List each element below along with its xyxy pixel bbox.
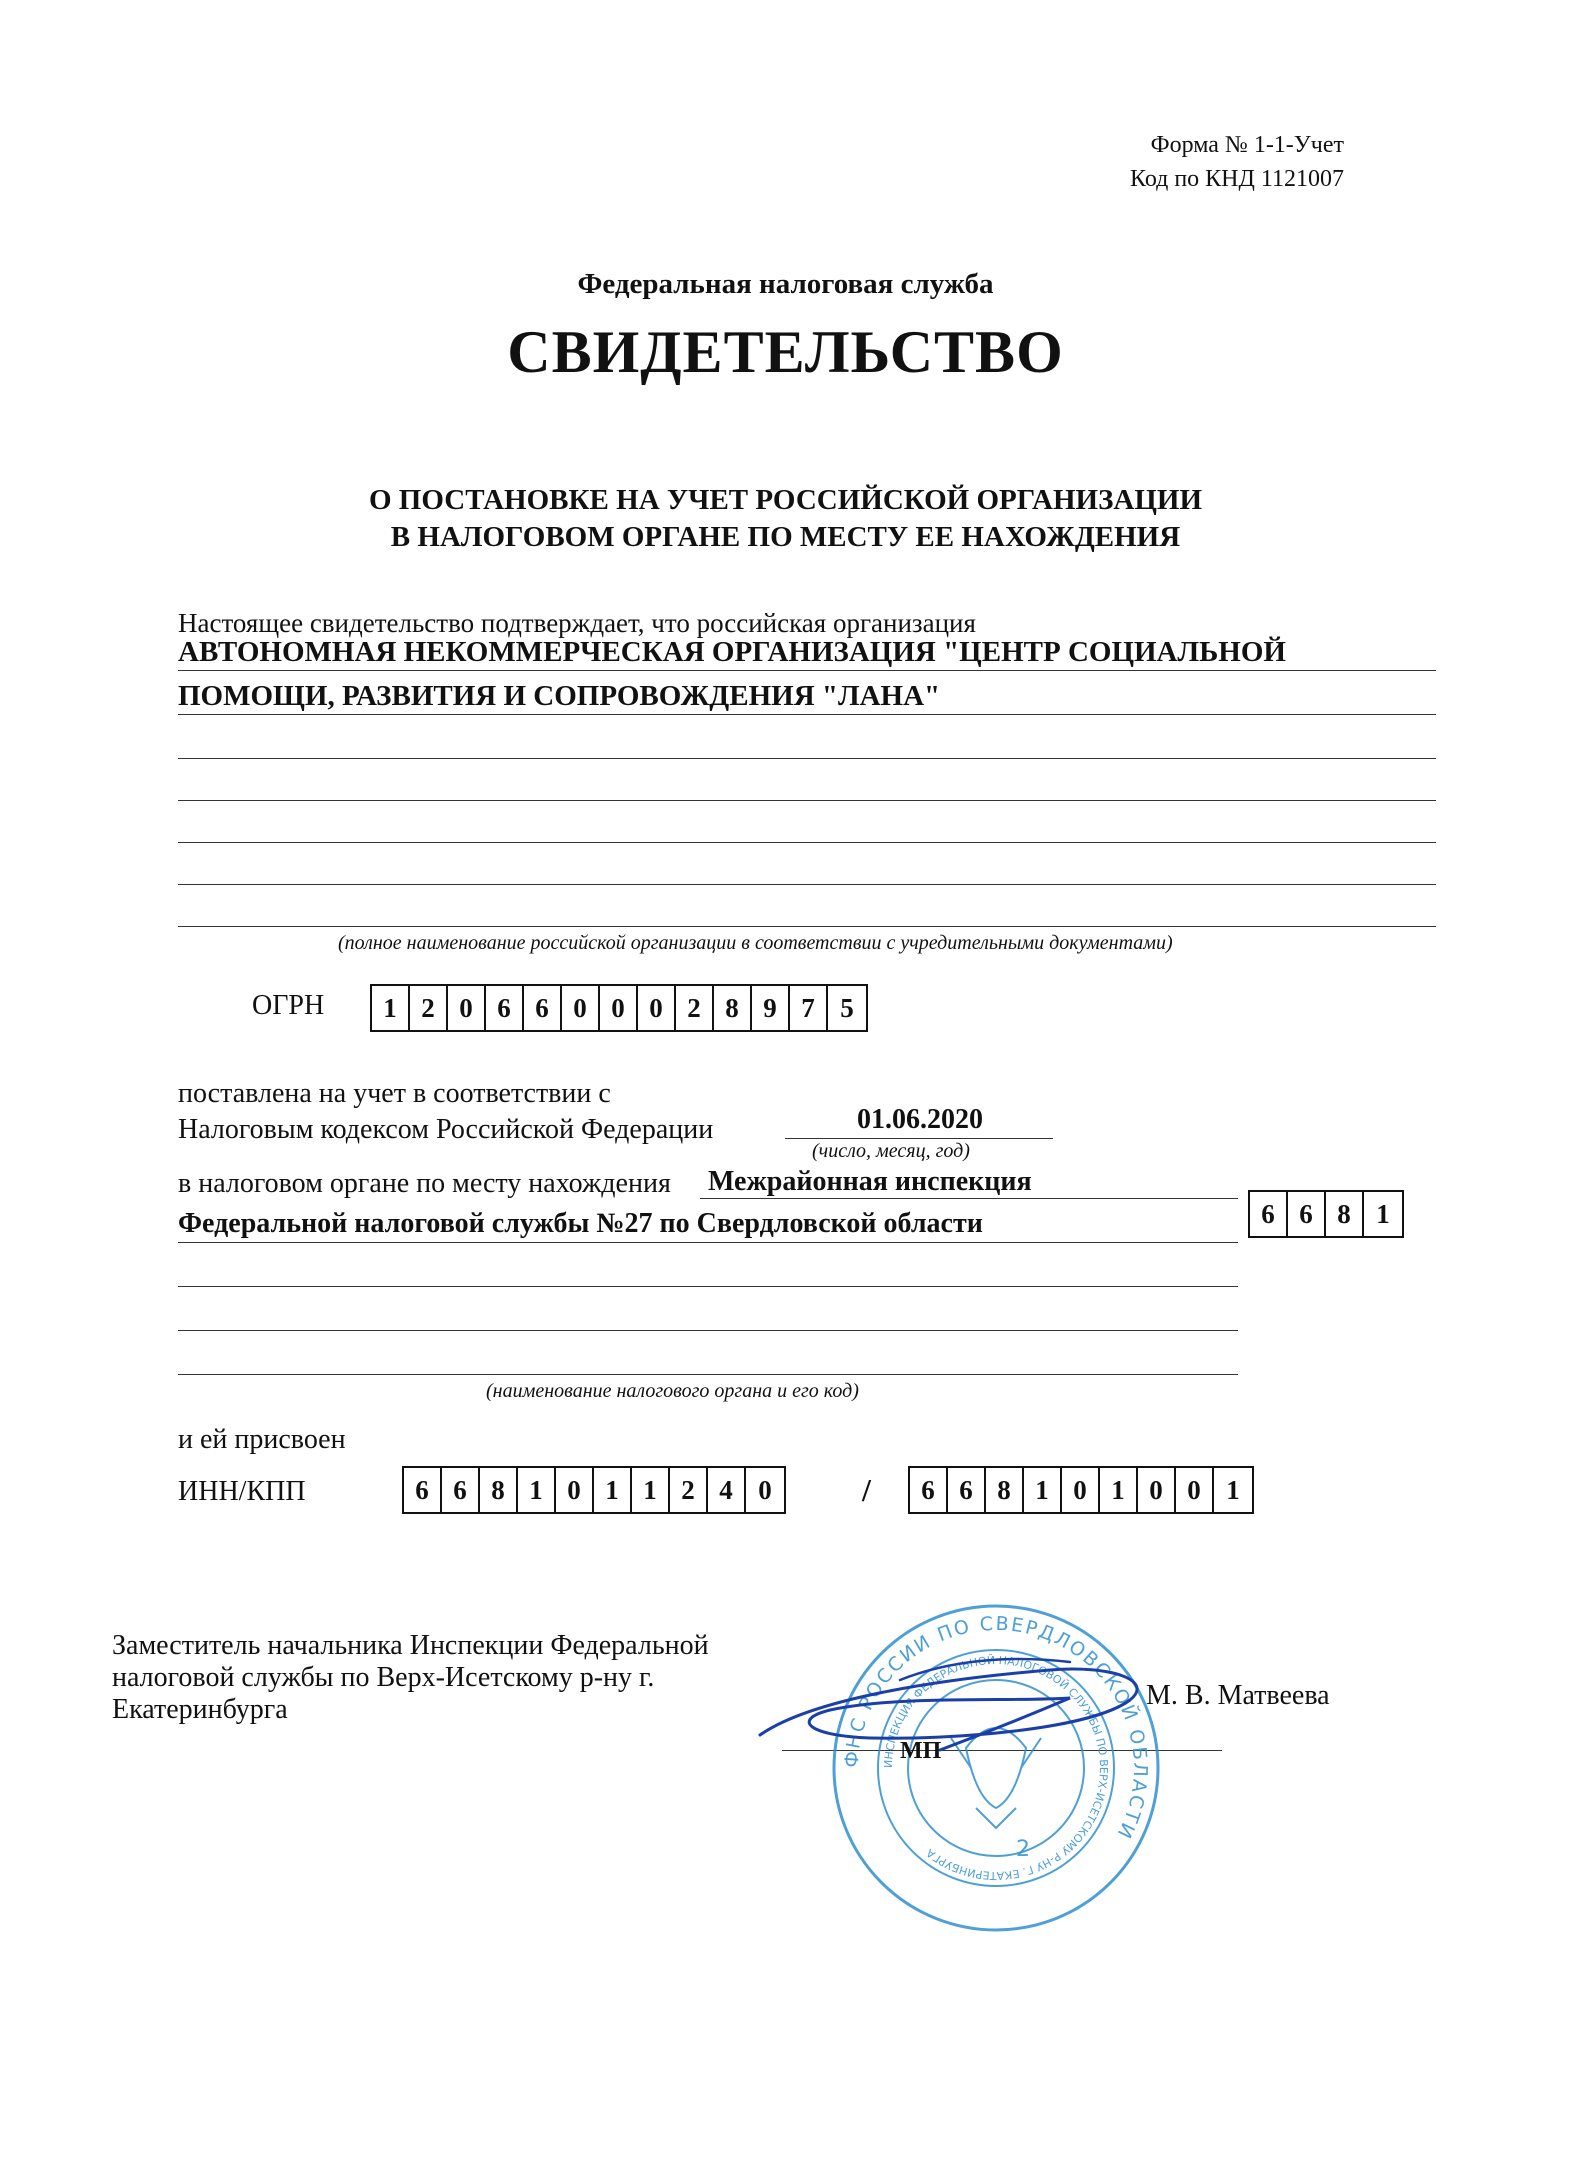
- ogrn-digit-cell: 2: [410, 986, 448, 1030]
- inn-digit-cell: 6: [442, 1468, 480, 1512]
- inn-digit-cell: 1: [632, 1468, 670, 1512]
- inn-digit-cell: 2: [670, 1468, 708, 1512]
- ogrn-digit-cell: 0: [600, 986, 638, 1030]
- organization-name-line-1: АВТОНОМНАЯ НЕКОММЕРЧЕСКАЯ ОРГАНИЗАЦИЯ "ЦЕНТР СОЦИАЛЬНОЙ: [178, 636, 1286, 668]
- document-title: СВИДЕТЕЛЬСТВО: [507, 319, 1064, 385]
- ogrn-cells: [370, 984, 868, 1032]
- organization-rule-4: [178, 800, 1436, 801]
- stamp-center-number: 2: [1016, 1837, 1030, 1862]
- form-code-block: [1130, 128, 1344, 196]
- ogrn-digit-cell: 8: [714, 986, 752, 1030]
- kpp-digit-cell: 0: [1138, 1468, 1176, 1512]
- tax-authority-rule-4: [178, 1330, 1238, 1331]
- organization-rule-6: [178, 884, 1436, 885]
- agency-name: Федеральная налоговая служба: [577, 268, 994, 300]
- handwritten-signature: [750, 1640, 1170, 1780]
- tax-authority-name-line-1: Межрайонная инспекция: [708, 1166, 1032, 1197]
- tax-authority-code-digit-cell: 6: [1250, 1192, 1288, 1236]
- ogrn-digit-cell: 9: [752, 986, 790, 1030]
- organization-rule-2: [178, 714, 1436, 715]
- tax-authority-code-digit-cell: 1: [1376, 1198, 1390, 1229]
- tax-authority-code-digit-cell: 6: [1288, 1192, 1326, 1236]
- signatory-position-line-3: Екатеринбурга: [112, 1694, 288, 1725]
- inn-cells: [402, 1466, 786, 1514]
- organization-rule-5: [178, 842, 1436, 843]
- intro-text: Настоящее свидетельство подтверждает, что российская организация: [178, 608, 976, 638]
- document-subtitle: [0, 482, 1571, 556]
- inn-digit-cell: 4: [708, 1468, 746, 1512]
- inn-digit-cell: 8: [480, 1468, 518, 1512]
- stamp-outer-text: ФНС РОССИИ ПО СВЕРДЛОВСКОЙ ОБЛАСТИ: [840, 1612, 1152, 1844]
- ogrn-digit-cell: 1: [372, 986, 410, 1030]
- registration-line-2: Налоговым кодексом Российской Федерации: [178, 1114, 714, 1145]
- kpp-digit-cell: 0: [1062, 1468, 1100, 1512]
- ogrn-digit-cell: 0: [448, 986, 486, 1030]
- organization-rule-7: [178, 926, 1436, 927]
- ogrn-label: ОГРН: [252, 990, 325, 1021]
- tax-authority-code-cells: [1248, 1190, 1404, 1238]
- kpp-cells: [908, 1466, 1254, 1514]
- tax-authority-rule-1: [700, 1198, 1238, 1199]
- inn-digit-cell: 0: [758, 1474, 772, 1505]
- registration-line-1: поставлена на учет в соответствии с: [178, 1078, 611, 1109]
- date-rule: [785, 1138, 1053, 1139]
- kpp-digit-cell: 6: [948, 1468, 986, 1512]
- organization-rule-3: [178, 758, 1436, 759]
- knd-code: Код по КНД 1121007: [1130, 166, 1344, 192]
- ogrn-digit-cell: 7: [790, 986, 828, 1030]
- stamp-inner-text: ИНСПЕКЦИЯ ФЕДЕРАЛЬНОЙ НАЛОГОВОЙ СЛУЖБЫ ПО ВЕРХ-ИСЕТСКОМУ Р-НУ Г. ЕКАТЕРИНБУРГА: [881, 1653, 1111, 1883]
- signatory-name: М. В. Матвеева: [1146, 1680, 1330, 1711]
- date-hint: (число, месяц, год): [812, 1140, 970, 1162]
- organization-name-line-2: ПОМОЩИ, РАЗВИТИЯ И СОПРОВОЖДЕНИЯ "ЛАНА": [178, 680, 941, 712]
- kpp-digit-cell: 1: [1100, 1468, 1138, 1512]
- ogrn-digit-cell: 2: [676, 986, 714, 1030]
- kpp-digit-cell: 1: [1226, 1474, 1240, 1505]
- ogrn-digit-cell: 5: [840, 992, 854, 1023]
- kpp-digit-cell: 8: [986, 1468, 1024, 1512]
- kpp-digit-cell: 1: [1024, 1468, 1062, 1512]
- tax-authority-rule-5: [178, 1374, 1238, 1375]
- inn-kpp-separator: /: [862, 1472, 871, 1508]
- ogrn-digit-cell: 6: [486, 986, 524, 1030]
- kpp-digit-cell: 0: [1176, 1468, 1214, 1512]
- inn-digit-cell: 1: [594, 1468, 632, 1512]
- organization-rule-1: [178, 670, 1436, 671]
- signatory-position: [112, 1630, 709, 1726]
- signatory-position-line-1: Заместитель начальника Инспекции Федеральной: [112, 1630, 709, 1661]
- tax-authority-name-line-2: Федеральной налоговой службы №27 по Свердловской области: [178, 1208, 983, 1239]
- kpp-digit-cell: 6: [910, 1468, 948, 1512]
- subtitle-line-2: В НАЛОГОВОМ ОРГАНЕ ПО МЕСТУ ЕЕ НАХОЖДЕНИЯ: [390, 521, 1181, 553]
- assigned-label: и ей присвоен: [178, 1424, 346, 1455]
- organization-hint: (полное наименование российской организации в соответствии с учредительными документами): [338, 932, 1173, 954]
- signatory-position-line-2: налоговой службы по Верх-Исетскому р-ну г.: [112, 1662, 655, 1693]
- ogrn-digit-cell: 0: [562, 986, 600, 1030]
- tax-authority-rule-3: [178, 1286, 1238, 1287]
- ogrn-digit-cell: 0: [638, 986, 676, 1030]
- tax-authority-hint: (наименование налогового органа и его код): [486, 1380, 859, 1402]
- subtitle-line-1: О ПОСТАНОВКЕ НА УЧЕТ РОССИЙСКОЙ ОРГАНИЗАЦИИ: [369, 484, 1202, 516]
- form-number: Форма № 1-1-Учет: [1150, 132, 1344, 158]
- tax-authority-rule-2: [178, 1242, 1238, 1243]
- stamp-mark: МП: [900, 1738, 942, 1764]
- inn-digit-cell: 6: [404, 1468, 442, 1512]
- inn-kpp-label: ИНН/КПП: [178, 1476, 306, 1507]
- tax-authority-prefix: в налоговом органе по месту нахождения: [178, 1168, 671, 1199]
- inn-digit-cell: 0: [556, 1468, 594, 1512]
- tax-authority-code-digit-cell: 8: [1326, 1192, 1364, 1236]
- inn-digit-cell: 1: [518, 1468, 556, 1512]
- ogrn-digit-cell: 6: [524, 986, 562, 1030]
- registration-date: 01.06.2020: [857, 1104, 983, 1135]
